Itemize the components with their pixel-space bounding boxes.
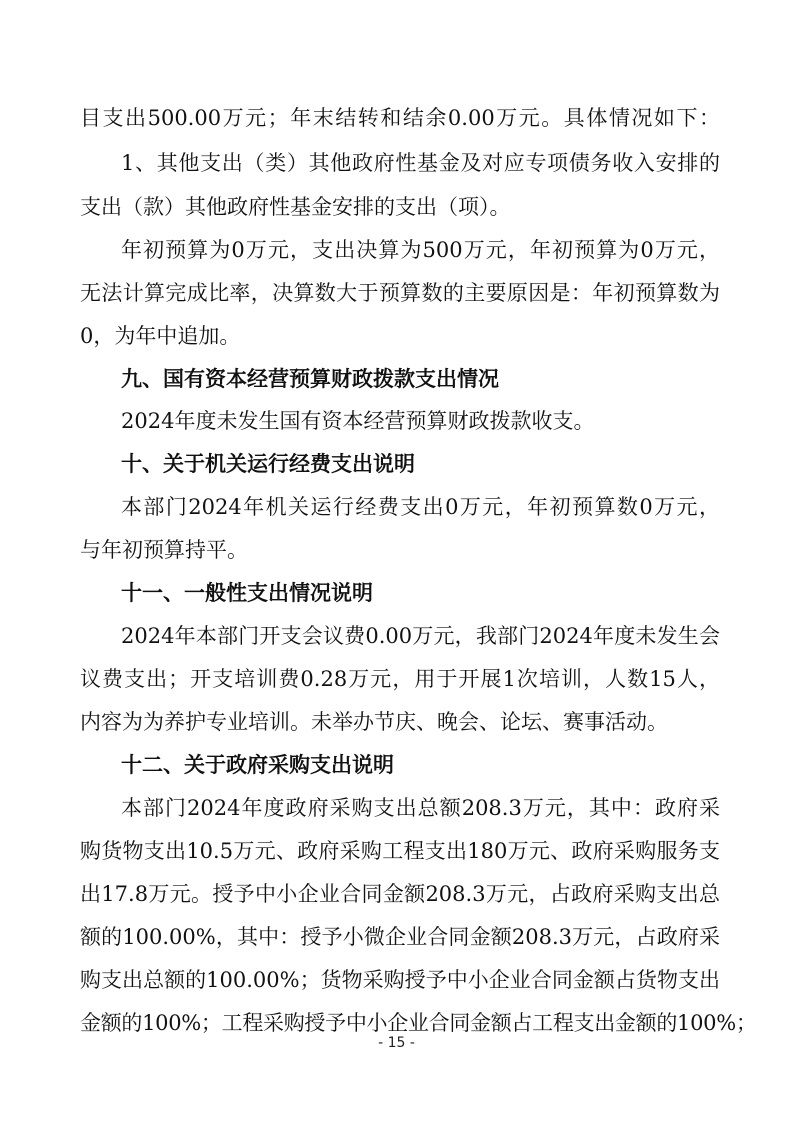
paragraph-line: 年初预算为0万元，支出决算为500万元，年初预算为0万元， (121, 238, 720, 262)
paragraph-line: 购货物支出10.5万元、政府采购工程支出180万元、政府采购服务支 (80, 839, 720, 863)
section-heading: 九、国有资本经营预算财政拨款支出情况 (121, 367, 499, 391)
paragraph-line: 与年初预算持平。 (80, 538, 248, 562)
section-heading: 十、关于机关运行经费支出说明 (121, 452, 415, 476)
paragraph-line: 2024年度未发生国有资本经营预算财政拨款收支。 (121, 409, 595, 433)
paragraph-line: 金额的100%；工程采购授予中小企业合同金额占工程支出金额的100%； (80, 1011, 757, 1035)
paragraph-line: 1、其他支出（类）其他政府性基金及对应专项债务收入安排的 (121, 151, 720, 175)
page-number: - 15 - (378, 1035, 415, 1051)
paragraph-line: 目支出500.00万元；年末结转和结余0.00万元。具体情况如下： (80, 106, 720, 130)
paragraph-line: 本部门2024年机关运行经费支出0万元，年初预算数0万元， (121, 495, 720, 519)
paragraph-line: 无法计算完成比率，决算数大于预算数的主要原因是：年初预算数为 (80, 281, 720, 305)
paragraph-line: 内容为为养护专业培训。未举办节庆、晚会、论坛、赛事活动。 (80, 710, 668, 734)
paragraph-line: 购支出总额的100.00%；货物采购授予中小企业合同金额占货物支出 (80, 968, 720, 992)
paragraph-line: 支出（款）其他政府性基金安排的支出（项）。 (80, 195, 511, 219)
section-heading: 十一、一般性支出情况说明 (121, 581, 373, 605)
paragraph-line: 出17.8万元。授予中小企业合同金额208.3万元，占政府采购支出总 (80, 882, 720, 906)
paragraph-line: 0，为年中追加。 (80, 324, 241, 348)
paragraph-line: 本部门2024年度政府采购支出总额208.3万元，其中：政府采 (121, 796, 720, 820)
paragraph-line: 2024年本部门开支会议费0.00万元，我部门2024年度未发生会 (121, 624, 720, 648)
paragraph-line: 额的100.00%，其中：授予小微企业合同金额208.3万元，占政府采 (80, 925, 720, 949)
paragraph-line: 议费支出；开支培训费0.28万元，用于开展1次培训，人数15人， (80, 667, 720, 691)
section-heading: 十二、关于政府采购支出说明 (121, 753, 394, 777)
